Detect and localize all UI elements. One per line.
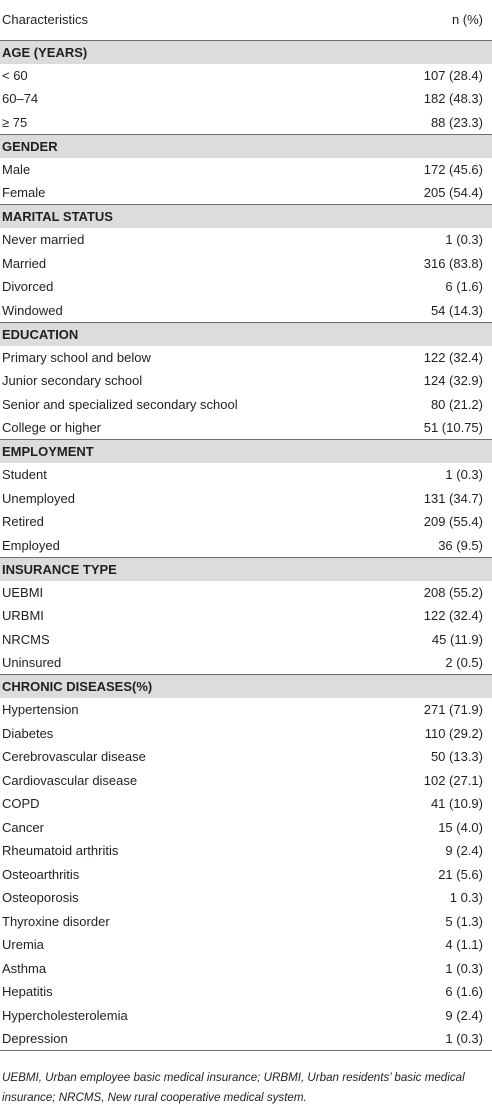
table-row: [0, 769, 492, 793]
table-row: [0, 64, 492, 88]
row-label: Depression: [0, 1027, 392, 1051]
row-value: 124 (32.9): [423, 373, 483, 389]
row-label: Asthma: [2, 960, 47, 976]
row-label: Never married: [2, 232, 85, 248]
table-row: [0, 581, 492, 605]
row-value: 50 (13.3): [430, 749, 483, 765]
row-value: 88 (23.3): [430, 114, 483, 130]
row-label: Thyroxine disorder: [2, 913, 110, 929]
row-label: Cerebrovascular disease: [2, 749, 146, 765]
section-header-row: [0, 322, 492, 346]
row-label: Senior and specialized secondary school: [2, 396, 238, 412]
row-label: ≥ 75: [2, 114, 28, 130]
section-title: INSURANCE TYPE: [0, 557, 492, 581]
row-label: Male: [2, 161, 31, 177]
row-value: 6 (1.6): [445, 984, 483, 1000]
row-value: 205 (54.4): [423, 185, 483, 200]
row-label: Employed: [2, 537, 60, 553]
section-title: MARITAL STATUS: [0, 205, 492, 229]
table-row: [0, 792, 492, 816]
row-value: 51 (10.75): [423, 420, 483, 435]
row-value: 1 0.3): [449, 890, 483, 906]
table-row: [0, 158, 492, 182]
row-value: 110 (29.2): [424, 725, 483, 741]
table-row: [0, 1004, 492, 1028]
row-value: 5 (1.3): [445, 913, 483, 929]
row-label: Primary school and below: [2, 349, 151, 365]
section-header-row: [0, 205, 492, 229]
row-label: Osteoarthritis: [2, 866, 80, 882]
row-value: 122 (32.4): [423, 349, 483, 365]
table-row: [0, 487, 492, 511]
row-label: Hypertension: [2, 702, 79, 718]
row-label: Uremia: [2, 937, 44, 953]
row-value: 172 (45.6): [423, 161, 483, 177]
row-label: Hepatitis: [2, 984, 53, 1000]
row-label: Married: [2, 255, 47, 271]
row-label: Female: [2, 185, 46, 200]
table-row: [0, 510, 492, 534]
table-row: [0, 745, 492, 769]
header-n-percent: n (%): [392, 0, 492, 40]
table-row: [0, 111, 492, 135]
section-title: EDUCATION: [0, 322, 492, 346]
row-value: 1 (0.3): [392, 1027, 492, 1051]
row-label: Student: [2, 467, 47, 483]
row-value: 1 (0.3): [445, 467, 483, 483]
row-label: Junior secondary school: [2, 373, 143, 389]
row-value: 209 (55.4): [423, 514, 483, 530]
row-value: 54 (14.3): [430, 302, 483, 318]
section-title: EMPLOYMENT: [0, 440, 492, 464]
row-value: 45 (11.9): [431, 631, 483, 647]
table-row: [0, 863, 492, 887]
row-label: < 60: [2, 67, 28, 83]
table-row: [0, 886, 492, 910]
row-label: Osteoporosis: [2, 890, 79, 906]
row-value: 122 (32.4): [423, 608, 483, 624]
row-label: College or higher: [2, 420, 102, 435]
row-value: 102 (27.1): [423, 772, 483, 788]
section-title: GENDER: [0, 134, 492, 158]
table-body: [0, 40, 492, 1051]
row-value: 80 (21.2): [430, 396, 483, 412]
row-label: Uninsured: [2, 655, 62, 670]
table-row: [0, 534, 492, 558]
table-row: [0, 957, 492, 981]
row-label: Retired: [2, 514, 44, 530]
row-value: 208 (55.2): [423, 584, 483, 600]
table-row: [0, 181, 492, 205]
row-value: 182 (48.3): [423, 91, 483, 107]
table-header-row: [0, 0, 492, 40]
table-row: [0, 933, 492, 957]
row-value: 6 (1.6): [445, 279, 483, 295]
row-label: URBMI: [2, 608, 44, 624]
row-label: Divorced: [2, 279, 54, 295]
row-value: 271 (71.9): [423, 702, 483, 718]
row-label: Hypercholesterolemia: [2, 1007, 128, 1023]
table-row: [0, 980, 492, 1004]
table-row: [0, 369, 492, 393]
section-header-row: [0, 440, 492, 464]
row-label: NRCMS: [2, 631, 50, 647]
table-row: [0, 87, 492, 111]
row-value: 9 (2.4): [445, 1007, 483, 1023]
table-row: [0, 839, 492, 863]
row-value: 15 (4.0): [438, 819, 483, 835]
table-row: [0, 1027, 492, 1051]
row-value: 4 (1.1): [445, 937, 483, 953]
table-row: [0, 604, 492, 628]
section-header-row: [0, 557, 492, 581]
table-row: [0, 346, 492, 370]
table-row: [0, 722, 492, 746]
row-value: 41 (10.9): [430, 796, 483, 812]
row-label: 60–74: [2, 91, 39, 107]
header-characteristics: Characteristics: [0, 0, 392, 40]
table-row: [0, 910, 492, 934]
row-value: 131 (34.7): [423, 490, 483, 506]
row-value: 36 (9.5): [438, 537, 483, 553]
row-value: 1 (0.3): [445, 232, 483, 248]
section-title: AGE (YEARS): [0, 40, 492, 64]
row-value: 21 (5.6): [438, 866, 483, 882]
table-row: [0, 299, 492, 323]
section-header-row: [0, 134, 492, 158]
section-header-row: [0, 40, 492, 64]
table-row: [0, 463, 492, 487]
row-label: UEBMI: [2, 584, 44, 600]
table-row: [0, 698, 492, 722]
row-label: Rheumatoid arthritis: [2, 843, 119, 859]
table-row: [0, 228, 492, 252]
row-value: 1 (0.3): [445, 960, 483, 976]
row-label: Diabetes: [2, 725, 54, 741]
row-label: Unemployed: [2, 490, 75, 506]
section-title: CHRONIC DISEASES(%): [0, 675, 492, 699]
table-row: [0, 275, 492, 299]
row-label: COPD: [2, 796, 40, 812]
table-row: [0, 816, 492, 840]
row-value: 2 (0.5): [445, 655, 483, 670]
table-footnote: UEBMI, Urban employee basic medical insurance; URBMI, Urban residents’ basic medical insurance; NRCMS, New rural cooperative medical system.: [2, 1071, 465, 1104]
table-row: [0, 252, 492, 276]
row-label: Windowed: [2, 302, 63, 318]
row-label: Cancer: [2, 819, 44, 835]
row-value: 316 (83.8): [423, 255, 483, 271]
table-row: [0, 651, 492, 675]
table-row: [0, 416, 492, 440]
table-row: [0, 628, 492, 652]
row-label: Cardiovascular disease: [2, 772, 138, 788]
row-value: 107 (28.4): [423, 67, 483, 83]
table-row: [0, 393, 492, 417]
section-header-row: [0, 675, 492, 699]
row-value: 9 (2.4): [445, 843, 483, 859]
